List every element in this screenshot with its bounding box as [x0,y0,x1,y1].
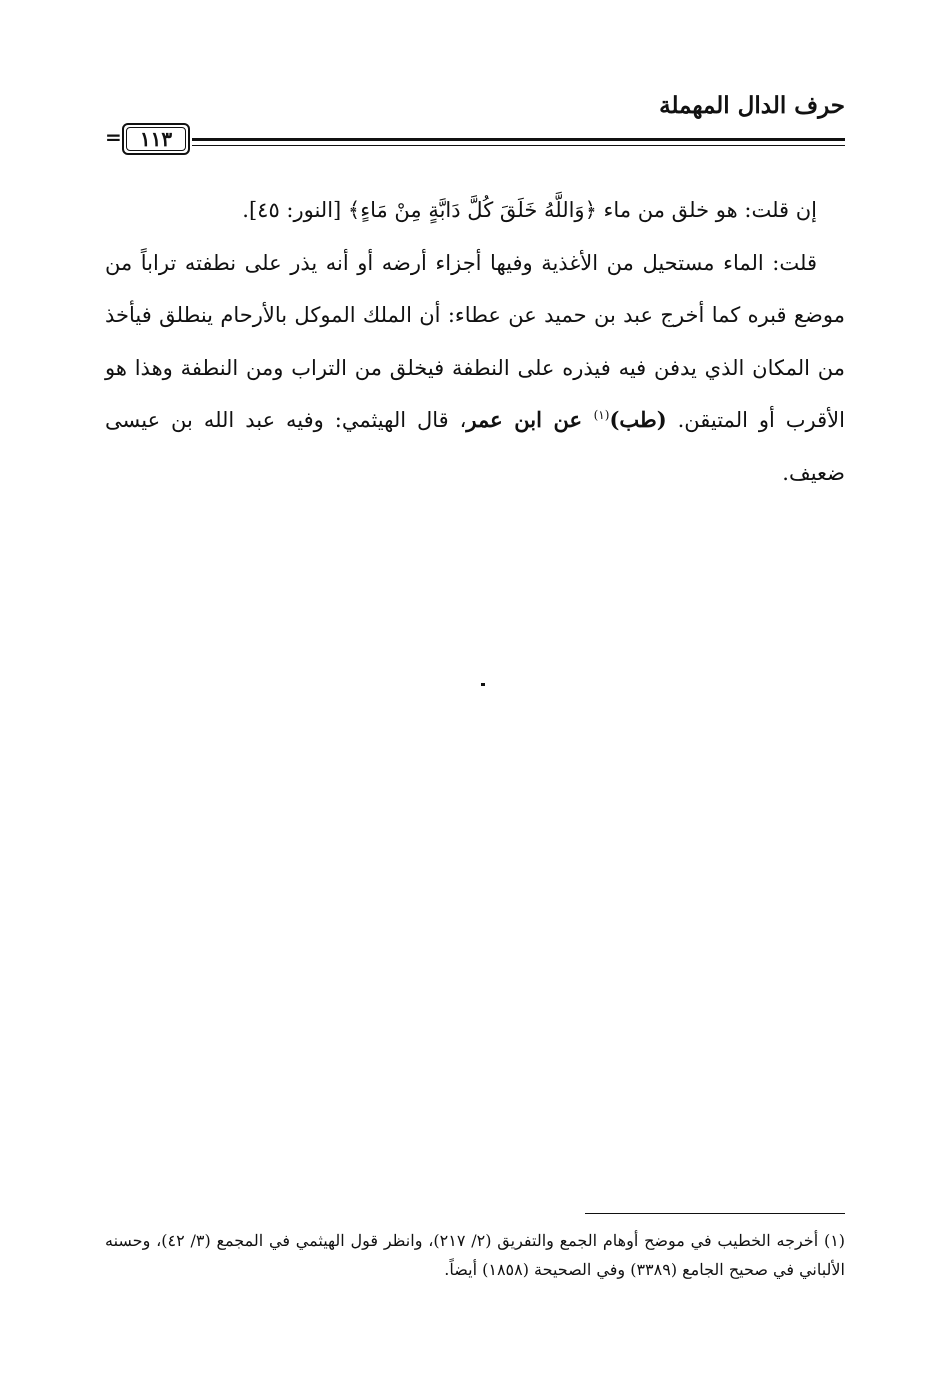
header-rule-thin [192,145,845,146]
footnote-marker[interactable]: (١) [593,408,610,422]
separator-dot [481,683,485,686]
main-text [105,184,845,499]
footnotes [105,1226,845,1284]
paragraph-2-end: ، قال الهيثمي: وفيه عبد الله بن عيسى ضعيف. [105,408,845,485]
paragraph-2 [105,237,845,500]
header-rule-thick [192,138,845,141]
paragraph-1: إن قلت: هو خلق من ماء ﴿وَاللَّهُ خَلَقَ كُلَّ دَابَّةٍ مِنْ مَاءٍ﴾ [النور: ٤٥]. [242,198,817,222]
header-equals-mark: = [105,125,122,149]
footnote-1: (١) أخرجه الخطيب في موضح أوهام الجمع والتفريق (٢/ ٢١٧)، وانظر قول الهيثمي في المجمع (٣/ ٤٢)، وحسنه الألباني في صحيح الجامع (٣٣٨٩) وفي الصحيحة (١٨٥٨) أيضاً. [105,1231,846,1279]
narrator-name: عن ابن عمر [466,407,594,432]
page-number: ١١٣ [122,123,190,155]
source-abbrev: (طب) [609,407,667,432]
running-title: حرف الدال المهملة [659,92,845,119]
paragraph-2-text: قلت: الماء مستحيل من الأغذية وفيها أجزاء أرضه أو أنه يذر على نطفته تراباً من موضع قبره كما أخرج عبد بن حميد عن عطاء: أن الملك الموكل بالأرحام ينطلق فيأخذ من المكان الذي يدفن فيه فيذره على النطفة فيخلق من التراب ومن النطفة وهذا هو الأقرب أو المتيقن. [105,250,845,432]
footnote-rule [585,1213,845,1214]
